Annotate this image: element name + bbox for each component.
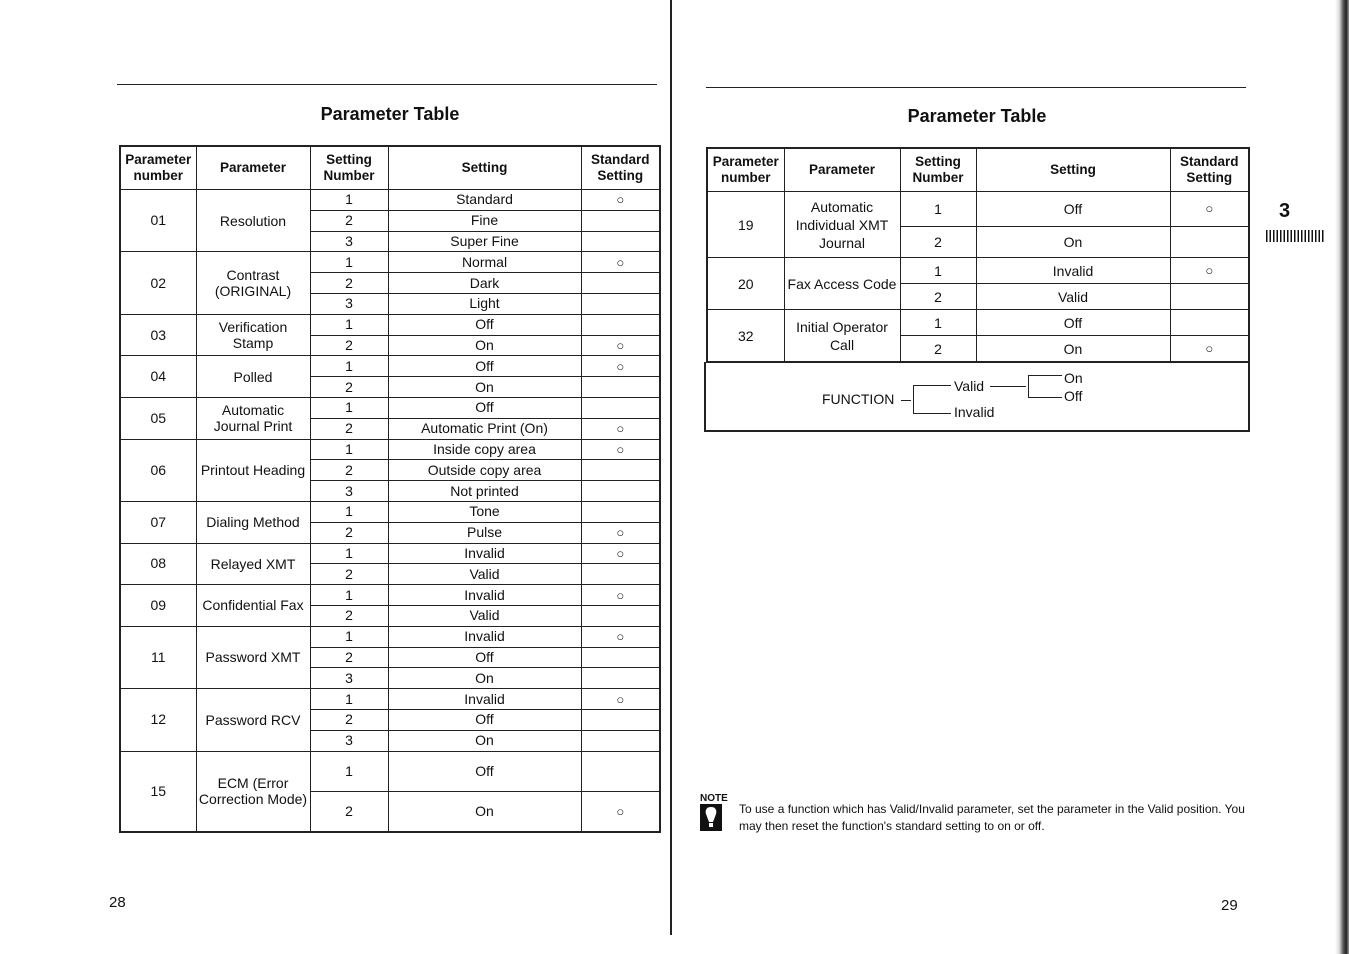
table-body — [707, 192, 1249, 363]
setting-number-cell: 1 — [310, 397, 388, 418]
setting-number-cell: 2 — [310, 335, 388, 356]
setting-number-cell: 3 — [310, 668, 388, 689]
standard-setting-cell: ○ — [1170, 192, 1249, 227]
table-row — [707, 192, 1249, 227]
setting-cell: Invalid — [388, 585, 581, 606]
standard-setting-cell — [581, 605, 660, 626]
setting-cell: On — [388, 668, 581, 689]
header-standard-setting: Standard Setting — [1170, 148, 1249, 192]
table-row — [120, 190, 660, 211]
setting-number-cell: 2 — [310, 377, 388, 398]
parameter-name-cell: ECM (Error Correction Mode) — [196, 751, 310, 832]
invalid-label: Invalid — [954, 404, 995, 420]
setting-cell: Light — [388, 293, 581, 314]
setting-cell: Off — [388, 356, 581, 377]
note-text: To use a function which has Valid/Invalid parameter, set the parameter in the Valid position. You may then reset the function's standard setting to on or off. — [739, 802, 1245, 833]
page-number: 29 — [1221, 897, 1238, 914]
setting-number-cell: 3 — [310, 293, 388, 314]
setting-number-cell: 2 — [310, 273, 388, 294]
standard-setting-cell — [581, 210, 660, 231]
standard-setting-cell — [1170, 284, 1249, 310]
table-row — [120, 751, 660, 791]
header-setting-number: Setting Number — [310, 146, 388, 190]
sub-branch-vertical — [1028, 375, 1029, 397]
sub-branch-bottom — [1028, 397, 1062, 398]
setting-number-cell: 1 — [900, 258, 976, 284]
parameter-number-cell: 06 — [120, 439, 196, 501]
header-parameter: Parameter — [784, 148, 900, 192]
setting-number-cell: 3 — [310, 231, 388, 252]
parameter-name-cell: Automatic Individual XMT Journal — [784, 192, 900, 258]
section-tab-marker — [1266, 230, 1324, 242]
standard-setting-cell: ○ — [581, 585, 660, 606]
setting-number-cell: 2 — [310, 709, 388, 730]
setting-number-cell: 1 — [310, 252, 388, 273]
setting-number-cell: 2 — [310, 418, 388, 439]
setting-cell: On — [388, 791, 581, 832]
header-parameter-number: Parameter number — [707, 148, 784, 192]
setting-number-cell: 1 — [310, 585, 388, 606]
setting-number-cell: 1 — [310, 356, 388, 377]
on-label: On — [1064, 370, 1083, 386]
table-body — [120, 190, 660, 832]
setting-cell: Not printed — [388, 481, 581, 502]
parameter-table — [119, 145, 661, 833]
branch-bottom — [913, 413, 951, 414]
standard-setting-cell: ○ — [1170, 258, 1249, 284]
parameter-number-cell: 20 — [707, 258, 784, 310]
standard-setting-cell — [581, 231, 660, 252]
off-label: Off — [1064, 388, 1083, 404]
setting-cell: Valid — [976, 284, 1170, 310]
valid-connector — [990, 386, 1026, 387]
table-row — [120, 543, 660, 564]
setting-cell: Valid — [388, 564, 581, 585]
setting-number-cell: 2 — [310, 522, 388, 543]
table-row — [120, 439, 660, 460]
table-row — [120, 356, 660, 377]
header-parameter: Parameter — [196, 146, 310, 190]
setting-number-cell: 2 — [310, 564, 388, 585]
standard-setting-cell — [581, 273, 660, 294]
parameter-name-cell: Confidential Fax — [196, 585, 310, 627]
table-row — [120, 585, 660, 606]
setting-number-cell: 2 — [310, 605, 388, 626]
setting-number-cell: 1 — [900, 192, 976, 227]
sub-branch-top — [1028, 375, 1062, 376]
note-icon — [700, 792, 728, 832]
setting-cell: Off — [388, 647, 581, 668]
setting-cell: Pulse — [388, 522, 581, 543]
header-setting-number: Setting Number — [900, 148, 976, 192]
setting-number-cell: 1 — [310, 543, 388, 564]
table-row — [120, 314, 660, 335]
setting-number-cell: 1 — [900, 310, 976, 336]
parameter-name-cell: Polled — [196, 356, 310, 398]
parameter-name-cell: Verification Stamp — [196, 314, 310, 356]
table-row — [120, 626, 660, 647]
table-row — [707, 258, 1249, 284]
standard-setting-cell — [581, 397, 660, 418]
parameter-number-cell: 01 — [120, 190, 196, 252]
valid-label: Valid — [954, 378, 985, 394]
parameter-number-cell: 32 — [707, 310, 784, 363]
standard-setting-cell — [581, 647, 660, 668]
setting-cell: On — [976, 227, 1170, 258]
setting-number-cell: 2 — [310, 791, 388, 832]
setting-cell: On — [388, 377, 581, 398]
top-rule — [117, 84, 657, 85]
setting-cell: Invalid — [388, 626, 581, 647]
parameter-number-cell: 19 — [707, 192, 784, 258]
standard-setting-cell: ○ — [581, 689, 660, 710]
parameter-number-cell: 08 — [120, 543, 196, 585]
setting-number-cell: 2 — [900, 284, 976, 310]
parameter-number-cell: 02 — [120, 252, 196, 314]
page-title: Parameter Table — [320, 104, 460, 124]
parameter-name-cell: Resolution — [196, 190, 310, 252]
standard-setting-cell — [581, 730, 660, 751]
setting-cell: Off — [976, 310, 1170, 336]
standard-setting-cell — [581, 314, 660, 335]
standard-setting-cell: ○ — [1170, 336, 1249, 363]
standard-setting-cell: ○ — [581, 335, 660, 356]
table-row — [120, 689, 660, 710]
parameter-name-cell: Dialing Method — [196, 501, 310, 543]
parameter-name-cell: Automatic Journal Print — [196, 397, 310, 439]
setting-number-cell: 1 — [310, 751, 388, 791]
setting-cell: Outside copy area — [388, 460, 581, 481]
standard-setting-cell: ○ — [581, 356, 660, 377]
setting-number-cell: 2 — [310, 647, 388, 668]
standard-setting-cell — [581, 564, 660, 585]
table-row — [120, 501, 660, 522]
setting-cell: Standard — [388, 190, 581, 211]
section-tab-number: 3 — [1279, 200, 1291, 222]
setting-number-cell: 1 — [310, 689, 388, 710]
setting-cell: Tone — [388, 501, 581, 522]
setting-cell: Invalid — [388, 543, 581, 564]
parameter-number-cell: 07 — [120, 501, 196, 543]
binding-edge — [1335, 0, 1349, 954]
standard-setting-cell: ○ — [581, 252, 660, 273]
setting-cell: Inside copy area — [388, 439, 581, 460]
parameter-name-cell: Password RCV — [196, 689, 310, 751]
header-parameter-number: Parameter number — [120, 146, 196, 190]
header-setting: Setting — [976, 148, 1170, 192]
setting-cell: Off — [388, 751, 581, 791]
standard-setting-cell: ○ — [581, 439, 660, 460]
standard-setting-cell — [581, 668, 660, 689]
setting-cell: Dark — [388, 273, 581, 294]
parameter-name-cell: Contrast (ORIGINAL) — [196, 252, 310, 314]
setting-number-cell: 2 — [310, 460, 388, 481]
parameter-number-cell: 09 — [120, 585, 196, 627]
top-rule — [706, 87, 1246, 88]
standard-setting-cell: ○ — [581, 543, 660, 564]
function-root-label: FUNCTION — [822, 391, 895, 407]
standard-setting-cell: ○ — [581, 418, 660, 439]
parameter-name-cell: Initial Operator Call — [784, 310, 900, 363]
standard-setting-cell: ○ — [581, 190, 660, 211]
setting-number-cell: 3 — [310, 481, 388, 502]
standard-setting-cell: ○ — [581, 626, 660, 647]
setting-number-cell: 1 — [310, 439, 388, 460]
parameter-number-cell: 05 — [120, 397, 196, 439]
parameter-name-cell: Printout Heading — [196, 439, 310, 501]
standard-setting-cell — [1170, 227, 1249, 258]
table-row — [120, 397, 660, 418]
setting-number-cell: 1 — [310, 314, 388, 335]
page-title: Parameter Table — [907, 106, 1047, 126]
root-connector — [901, 400, 911, 401]
setting-number-cell: 1 — [310, 190, 388, 211]
parameter-name-cell: Fax Access Code — [784, 258, 900, 310]
setting-number-cell: 2 — [900, 227, 976, 258]
setting-cell: Off — [388, 314, 581, 335]
standard-setting-cell — [581, 293, 660, 314]
function-diagram — [704, 362, 1250, 432]
setting-cell: Valid — [388, 605, 581, 626]
setting-cell: On — [388, 730, 581, 751]
standard-setting-cell — [581, 751, 660, 791]
setting-number-cell: 1 — [310, 626, 388, 647]
setting-number-cell: 1 — [310, 501, 388, 522]
parameter-name-cell: Password XMT — [196, 626, 310, 688]
standard-setting-cell: ○ — [581, 791, 660, 832]
parameter-name-cell: Relayed XMT — [196, 543, 310, 585]
setting-number-cell: 3 — [310, 730, 388, 751]
setting-cell: Off — [388, 397, 581, 418]
parameter-number-cell: 15 — [120, 751, 196, 832]
standard-setting-cell — [581, 709, 660, 730]
standard-setting-cell: ○ — [581, 522, 660, 543]
setting-cell: Automatic Print (On) — [388, 418, 581, 439]
setting-cell: Fine — [388, 210, 581, 231]
setting-cell: Super Fine — [388, 231, 581, 252]
setting-cell: Invalid — [388, 689, 581, 710]
parameter-number-cell: 03 — [120, 314, 196, 356]
setting-cell: Off — [388, 709, 581, 730]
branch-vertical — [913, 385, 914, 413]
parameter-number-cell: 11 — [120, 626, 196, 688]
table-header-row — [120, 146, 660, 190]
setting-cell: Normal — [388, 252, 581, 273]
note-label: NOTE — [700, 793, 728, 804]
left-page — [0, 0, 670, 954]
page-number: 28 — [109, 894, 126, 911]
setting-cell: Invalid — [976, 258, 1170, 284]
standard-setting-cell — [581, 460, 660, 481]
parameter-number-cell: 12 — [120, 689, 196, 751]
standard-setting-cell — [581, 377, 660, 398]
standard-setting-cell — [581, 501, 660, 522]
table-row — [120, 252, 660, 273]
header-standard-setting: Standard Setting — [581, 146, 660, 190]
standard-setting-cell — [1170, 310, 1249, 336]
branch-top — [913, 385, 951, 386]
setting-cell: On — [976, 336, 1170, 363]
setting-cell: On — [388, 335, 581, 356]
right-page — [672, 0, 1349, 954]
header-setting: Setting — [388, 146, 581, 190]
setting-number-cell: 2 — [900, 336, 976, 363]
table-row — [707, 310, 1249, 336]
standard-setting-cell — [581, 481, 660, 502]
setting-cell: Off — [976, 192, 1170, 227]
setting-number-cell: 2 — [310, 210, 388, 231]
parameter-table — [706, 147, 1250, 363]
parameter-number-cell: 04 — [120, 356, 196, 398]
table-header-row — [707, 148, 1249, 192]
